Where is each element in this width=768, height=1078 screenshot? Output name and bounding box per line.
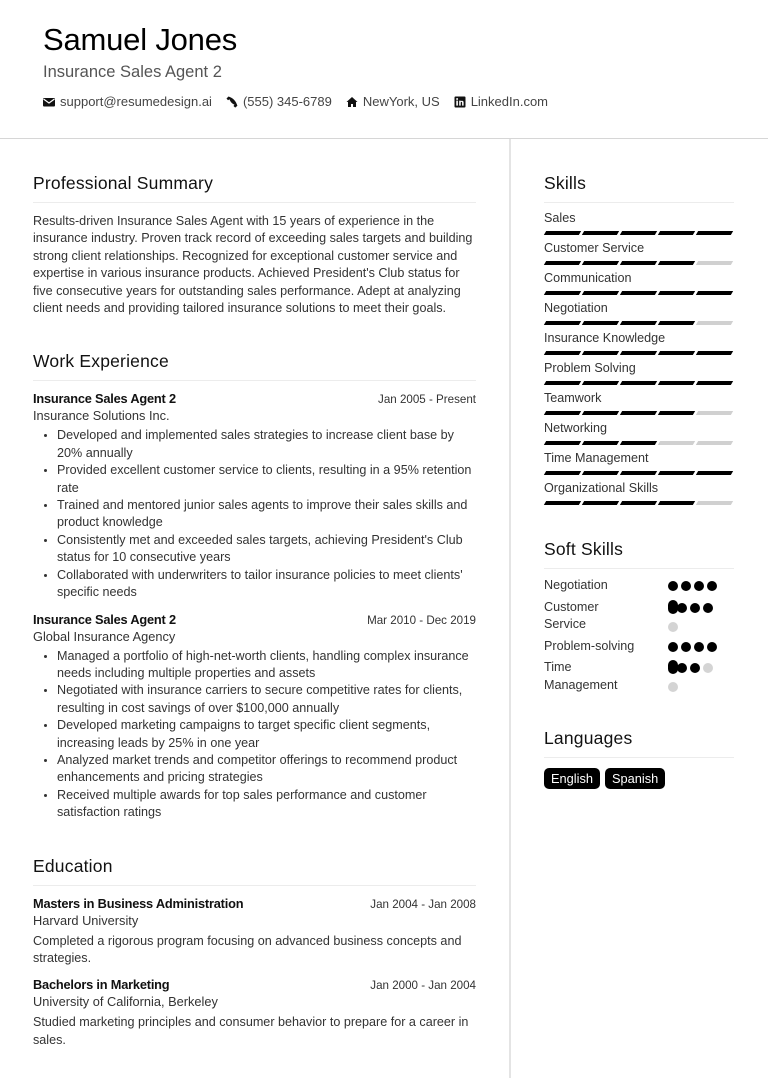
education-heading: Education [33,856,476,886]
rating-dot [690,603,700,613]
bullet: • Managed a portfolio of high-net-worth clients, handling complex insurance needs including multiple properties and assets [57,648,476,683]
bullet: • Negotiated with insurance carriers to secure competitive rates for clients, resulting in cost savings of over $100,000 annually [57,682,476,717]
skill-level-segment [544,321,581,325]
skill-level-segment [696,231,733,235]
skill-item [544,389,734,415]
skill-level-segment [582,321,619,325]
skill-name: Sales [544,211,576,225]
bullet: • Developed and implemented sales strategies to increase client base by 20% annually [57,427,476,462]
bullet: • Received multiple awards for top sales performance and customer satisfaction ratings [57,787,476,822]
summary-section [33,173,476,317]
home-icon [346,96,358,108]
soft-skill-item [544,599,734,634]
skill-level-segment [658,351,695,355]
school: University of California, Berkeley [33,994,218,1010]
skill-level-segment [620,411,657,415]
skill-name: Problem Solving [544,361,636,375]
candidate-name: Samuel Jones [43,22,238,57]
education-entry [33,896,476,968]
job-bullets [33,648,476,822]
skill-item [544,449,734,475]
contact-phone[interactable] [226,94,332,109]
job-bullets [33,427,476,601]
skill-level-bar [545,261,734,265]
skill-name: Teamwork [544,391,602,405]
skill-level-segment [620,291,657,295]
skill-level-segment [658,381,695,385]
job-role: Insurance Sales Agent 2 [33,391,176,407]
language-tags [544,768,734,789]
skill-level-bar [545,471,734,475]
skill-level-segment [658,321,695,325]
skill-level-segment [658,261,695,265]
rating-dot [668,581,678,591]
skill-level-segment [696,441,733,445]
bullet: • Provided excellent customer service to clients, resulting in a 95% retention rate [57,462,476,497]
skill-level-segment [582,351,619,355]
rating-dot [677,603,687,613]
contact-linkedin[interactable] [454,94,548,109]
job-company: Insurance Solutions Inc. [33,408,170,424]
skill-level-segment [620,381,657,385]
education-description: Completed a rigorous program focusing on advanced business concepts and strategies. [33,933,462,965]
skill-level-segment [696,351,733,355]
envelope-icon [43,96,55,108]
contact-row [43,94,548,109]
soft-skills-heading: Soft Skills [544,539,734,569]
skill-level-segment [696,321,733,325]
rating-dot [668,642,678,652]
skill-item [544,479,734,505]
skill-level-segment [696,411,733,415]
column-divider [509,139,511,1078]
education-date: Jan 2004 - Jan 2008 [370,897,476,911]
skill-name: Communication [544,271,632,285]
skill-level-segment [582,261,619,265]
education-entry [33,977,476,1049]
rating-dot [703,663,713,673]
contact-phone-text: (555) 345-6789 [242,94,332,109]
bullet: • Developed marketing campaigns to target specific client segments, increasing leads by 25% in one year [57,717,476,752]
skill-level-segment [658,291,695,295]
rating-dot [694,642,704,652]
skill-level-segment [544,261,581,265]
skill-level-segment [544,381,581,385]
soft-skill-rating [668,638,722,652]
sidebar-column [544,139,734,789]
skill-level-segment [658,411,695,415]
bullet: • Trained and mentored junior sales agents to improve their sales skills and product knowledge [57,497,476,532]
skill-level-segment [582,501,619,505]
skill-level-segment [658,441,695,445]
skill-level-segment [620,261,657,265]
skill-level-segment [658,471,695,475]
languages-heading: Languages [544,728,734,758]
skill-level-bar [545,291,734,295]
rating-dot [681,581,691,591]
job-company: Global Insurance Agency [33,628,176,644]
rating-dot [681,642,691,652]
skill-level-segment [544,231,581,235]
education-section [33,856,476,1050]
job-role: Insurance Sales Agent 2 [33,611,176,627]
summary-text: Results-driven Insurance Sales Agent with 15 years of experience in the insurance industry. Proven track record of exceeding sales targets and building strong client relationships. Recognized for exceptional customer service and expertise in various insurance products. Achieved President's Club status for five consecutive years for outstanding sales performance. Adept at analyzing client needs and providing tailored insurance solutions to meet their goals. [33,214,473,316]
contact-location-text: NewYork, US [362,94,440,109]
rating-dot [668,682,678,692]
skill-level-segment [544,411,581,415]
soft-skill-rating [668,599,722,632]
bullet: • Consistently met and exceeded sales targets, achieving President's Club status for 10 consecutive years [57,532,476,567]
rating-dot [668,622,678,632]
skill-level-bar [545,501,734,505]
job-entry [33,612,476,822]
soft-skill-item [544,638,734,656]
skill-item [544,299,734,325]
soft-skill-item [544,659,734,694]
education-description: Studied marketing principles and consumer behavior to prepare for a career in sales. [33,1015,469,1047]
skill-level-segment [620,231,657,235]
main-column [33,139,476,1049]
skill-level-segment [620,321,657,325]
skill-level-segment [620,501,657,505]
languages-section [544,728,734,789]
skill-item [544,239,734,265]
rating-dot [707,581,717,591]
skill-item [544,419,734,445]
contact-email-text: support@resumedesign.ai [60,94,212,109]
bullet: • Analyzed market trends and competitor offerings to recommend product enhancements and pricing strategies [57,752,476,787]
skill-level-segment [658,231,695,235]
soft-skill-rating [668,577,722,591]
skill-name: Insurance Knowledge [544,331,666,345]
education-date: Jan 2000 - Jan 2004 [370,979,476,993]
skill-item [544,209,734,235]
skill-level-segment [582,471,619,475]
skills-section [544,173,734,505]
skill-level-bar [545,381,734,385]
skill-level-segment [582,231,619,235]
contact-email[interactable] [43,94,212,109]
skill-level-bar [545,321,734,325]
contact-linkedin-text: LinkedIn.com [470,94,549,109]
language-tag: English [544,768,600,789]
phone-icon [226,96,238,108]
skill-level-bar [545,411,734,415]
skill-level-segment [544,471,581,475]
rating-dot [703,603,713,613]
skill-level-segment [620,471,657,475]
rating-dot [690,663,700,673]
soft-skills-list [544,577,734,694]
bullet: • Collaborated with underwriters to tailor insurance policies to meet clients' specific needs [57,567,476,602]
degree: Bachelors in Marketing [33,977,170,993]
job-date: Jan 2005 - Present [378,393,476,407]
skill-level-segment [620,441,657,445]
skill-level-segment [696,501,733,505]
candidate-title: Insurance Sales Agent 2 [43,63,222,81]
skill-name: Organizational Skills [544,481,659,495]
skill-level-segment [696,381,733,385]
skill-level-segment [582,381,619,385]
skill-level-bar [545,351,734,355]
experience-section [33,351,476,821]
language-tag: Spanish [605,768,665,789]
skill-level-segment [696,261,733,265]
skill-level-segment [696,291,733,295]
soft-skills-section [544,539,734,694]
skill-level-bar [545,231,734,235]
skill-level-segment [544,501,581,505]
rating-dot [707,642,717,652]
soft-skill-name: Customer Service [544,599,599,631]
school: Harvard University [33,912,139,928]
skill-item [544,359,734,385]
skill-item [544,329,734,355]
skill-item [544,269,734,295]
skill-level-segment [544,441,581,445]
resume-header [0,0,768,139]
degree: Masters in Business Administration [33,895,244,911]
linkedin-icon [454,96,466,108]
skill-name: Negotiation [544,301,608,315]
contact-location [346,94,440,109]
skill-level-segment [696,471,733,475]
skill-level-segment [582,411,619,415]
skill-level-segment [582,441,619,445]
skill-level-segment [544,351,581,355]
skill-level-segment [582,291,619,295]
job-date: Mar 2010 - Dec 2019 [367,613,476,627]
summary-heading: Professional Summary [33,173,476,203]
skill-level-segment [658,501,695,505]
skills-heading: Skills [544,173,734,203]
skills-list [544,209,734,505]
soft-skill-rating [668,659,722,692]
skill-name: Time Management [544,451,649,465]
soft-skill-name: Time Management [544,660,618,692]
soft-skill-item [544,577,734,595]
skill-level-segment [620,351,657,355]
soft-skill-name: Negotiation [544,578,608,592]
experience-heading: Work Experience [33,351,476,381]
skill-name: Customer Service [544,241,645,255]
rating-dot [677,663,687,673]
rating-dot [694,581,704,591]
skill-name: Networking [544,421,607,435]
soft-skill-name: Problem-solving [544,638,635,653]
skill-level-bar [545,441,734,445]
job-entry [33,391,476,601]
skill-level-segment [544,291,581,295]
